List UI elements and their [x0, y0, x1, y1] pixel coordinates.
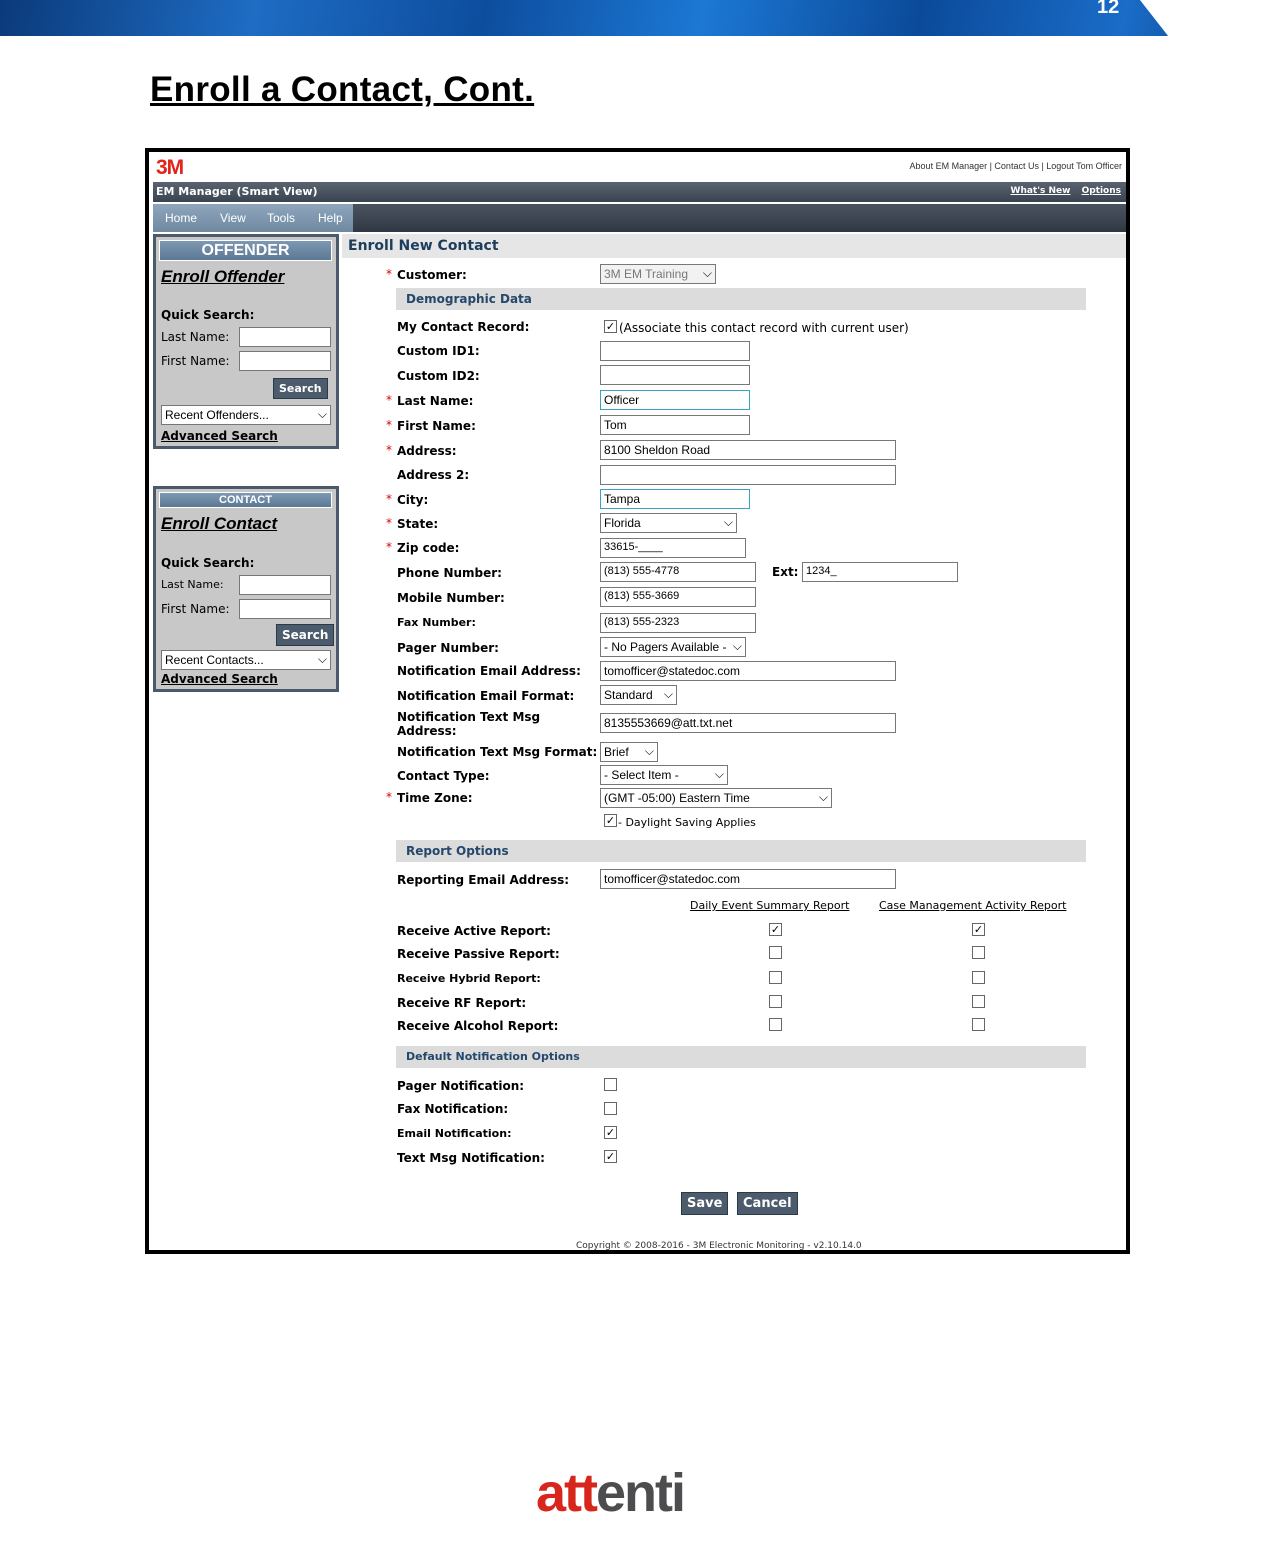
hybrid-daily-checkbox[interactable] — [769, 971, 782, 984]
notification-label: Text Msg Notification: — [397, 1151, 545, 1165]
daily-event-summary-link[interactable]: Daily Event Summary Report — [690, 899, 850, 912]
offender-header: OFFENDER — [159, 240, 332, 261]
offender-search-button[interactable]: Search — [273, 378, 328, 399]
app-title: EM Manager (Smart View) — [156, 185, 318, 198]
notif-email-input[interactable]: tomofficer@statedoc.com — [600, 661, 896, 681]
enroll-offender-link[interactable]: Enroll Offender — [161, 267, 285, 286]
fax-notification-checkbox[interactable] — [604, 1102, 617, 1115]
address-label: Address: — [397, 444, 457, 458]
notif-text-input[interactable]: 8135553669@att.txt.net — [600, 713, 896, 733]
active-daily-checkbox[interactable]: ✓ — [770, 923, 781, 936]
notif-email-format-select[interactable]: Standard ⌵ — [600, 685, 677, 705]
notification-label: Fax Notification: — [397, 1102, 509, 1116]
notification-section-header: Default Notification Options — [396, 1046, 1086, 1068]
my-contact-text: (Associate this contact record with current user) — [619, 321, 909, 335]
chevron-down-icon: ⌵ — [818, 790, 828, 804]
email-notification-checkbox[interactable]: ✓ — [605, 1126, 616, 1139]
city-input[interactable]: Tampa — [600, 489, 750, 509]
rf-daily-checkbox[interactable] — [769, 995, 782, 1008]
customer-label: Customer: — [397, 268, 467, 282]
contact-first-name-input[interactable] — [239, 599, 331, 619]
report-section-header: Report Options — [396, 840, 1086, 862]
chevron-down-icon: ⌵ — [317, 407, 327, 421]
offender-quick-search-label: Quick Search: — [161, 308, 255, 322]
contact-header: CONTACT — [159, 492, 332, 508]
dst-checkbox[interactable]: ✓ — [605, 814, 616, 827]
notif-text-format-label: Notification Text Msg Format: — [397, 745, 598, 759]
last-name-input[interactable]: Officer — [600, 390, 750, 410]
top-links[interactable]: About EM Manager | Contact Us | Logout Tom Officer — [909, 161, 1122, 171]
notif-email-format-label: Notification Email Format: — [397, 689, 575, 703]
reporting-email-input[interactable]: tomofficer@statedoc.com — [600, 869, 896, 889]
required-mark: * — [386, 393, 392, 407]
copyright: Copyright © 2008-2016 - 3M Electronic Monitoring - v2.10.14.0 — [576, 1241, 862, 1251]
dst-text: - Daylight Saving Applies — [618, 816, 756, 829]
time-zone-select[interactable]: (GMT -05:00) Eastern Time ⌵ — [600, 788, 832, 808]
chevron-down-icon: ⌵ — [317, 652, 327, 666]
contact-last-name-label: Last Name: — [161, 578, 224, 591]
custom-id1-label: Custom ID1: — [397, 344, 480, 358]
ext-label: Ext: — [772, 565, 799, 579]
alcohol-daily-checkbox[interactable] — [769, 1018, 782, 1031]
recent-offenders-select[interactable]: Recent Offenders... ⌵ — [161, 405, 331, 425]
city-label: City: — [397, 493, 429, 507]
address-input[interactable]: 8100 Sheldon Road — [600, 440, 896, 460]
address2-label: Address 2: — [397, 468, 470, 482]
alcohol-case-checkbox[interactable] — [972, 1018, 985, 1031]
chevron-down-icon: ⌵ — [702, 266, 712, 280]
address2-input[interactable] — [600, 465, 896, 485]
offender-first-name-label: First Name: — [161, 354, 230, 368]
menu-bar — [153, 204, 1126, 232]
options-link[interactable]: Options — [1081, 186, 1121, 196]
rf-case-checkbox[interactable] — [972, 995, 985, 1008]
customer-select[interactable]: 3M EM Training ⌵ — [600, 264, 716, 284]
first-name-label: First Name: — [397, 419, 476, 433]
phone-input[interactable]: (813) 555-4778 — [600, 562, 756, 582]
chevron-down-icon: ⌵ — [663, 687, 673, 701]
required-mark: * — [386, 540, 392, 554]
save-button[interactable]: Save — [681, 1192, 728, 1215]
case-management-activity-link[interactable]: Case Management Activity Report — [879, 899, 1067, 912]
required-mark: * — [386, 443, 392, 457]
app-screenshot — [145, 148, 1130, 1254]
report-row-label: Receive RF Report: — [397, 996, 527, 1010]
chevron-down-icon: ⌵ — [714, 767, 724, 781]
active-case-checkbox[interactable]: ✓ — [973, 923, 984, 936]
required-mark: * — [386, 267, 392, 281]
text-msg-notification-checkbox[interactable]: ✓ — [605, 1150, 616, 1163]
state-label: State: — [397, 517, 439, 531]
required-mark: * — [386, 492, 392, 506]
chevron-down-icon: ⌵ — [644, 744, 654, 758]
first-name-input[interactable]: Tom — [600, 415, 750, 435]
3m-logo: 3M — [156, 156, 184, 179]
notif-text-label-line2: Address: — [397, 724, 457, 738]
header-banner — [0, 0, 1275, 36]
fax-label: Fax Number: — [397, 616, 476, 629]
pager-label: Pager Number: — [397, 641, 499, 655]
hybrid-case-checkbox[interactable] — [972, 971, 985, 984]
my-contact-checkbox[interactable]: ✓ — [605, 320, 616, 333]
contact-advanced-search-link[interactable]: Advanced Search — [161, 672, 278, 686]
page-title: Enroll a Contact, Cont. — [150, 70, 535, 109]
state-select[interactable]: Florida ⌵ — [600, 513, 737, 533]
offender-panel — [153, 234, 339, 449]
offender-advanced-search-link[interactable]: Advanced Search — [161, 429, 278, 443]
required-mark: * — [386, 418, 392, 432]
custom-id2-label: Custom ID2: — [397, 369, 480, 383]
reporting-email-label: Reporting Email Address: — [397, 873, 570, 887]
pager-notification-checkbox[interactable] — [604, 1078, 617, 1091]
cancel-button[interactable]: Cancel — [737, 1192, 798, 1215]
time-zone-label: Time Zone: — [397, 791, 473, 805]
my-contact-label: My Contact Record: — [397, 320, 530, 334]
demographic-section-header: Demographic Data — [396, 288, 1086, 310]
report-row-label: Receive Passive Report: — [397, 947, 560, 961]
form-title: Enroll New Contact — [342, 234, 1126, 258]
contact-first-name-label: First Name: — [161, 602, 230, 616]
required-mark: * — [386, 790, 392, 804]
notif-email-label: Notification Email Address: — [397, 664, 581, 678]
menu-help[interactable]: Help — [318, 211, 343, 225]
page-number: 12 — [1097, 0, 1120, 18]
contact-quick-search-label: Quick Search: — [161, 556, 255, 570]
report-row-label: Receive Alcohol Report: — [397, 1019, 559, 1033]
report-row-label: Receive Hybrid Report: — [397, 972, 541, 985]
mobile-label: Mobile Number: — [397, 591, 505, 605]
last-name-label: Last Name: — [397, 394, 474, 408]
passive-case-checkbox[interactable] — [972, 946, 985, 959]
menu-view[interactable]: View — [220, 211, 246, 225]
whats-new-link[interactable]: What's New — [1010, 186, 1071, 196]
zip-label: Zip code: — [397, 541, 460, 555]
recent-contacts-select[interactable]: Recent Contacts... ⌵ — [161, 650, 331, 670]
notif-text-label-line1: Notification Text Msg — [397, 710, 541, 724]
custom-id1-input[interactable] — [600, 341, 750, 361]
contact-panel — [153, 486, 339, 692]
mobile-input[interactable]: (813) 555-3669 — [600, 587, 756, 607]
phone-label: Phone Number: — [397, 566, 502, 580]
fax-input[interactable]: (813) 555-2323 — [600, 613, 756, 633]
menu-tools[interactable]: Tools — [267, 211, 296, 225]
required-mark: * — [386, 516, 392, 530]
menu-home[interactable]: Home — [165, 211, 198, 225]
ext-input[interactable]: 1234_ — [802, 562, 958, 582]
notification-label: Pager Notification: — [397, 1079, 525, 1093]
contact-last-name-input[interactable] — [239, 575, 331, 595]
notification-label: Email Notification: — [397, 1127, 512, 1140]
attenti-logo: attenti — [536, 1463, 685, 1523]
enroll-contact-link[interactable]: Enroll Contact — [161, 514, 278, 533]
zip-input[interactable]: 33615-____ — [600, 538, 746, 558]
chevron-down-icon: ⌵ — [732, 639, 742, 653]
passive-daily-checkbox[interactable] — [769, 946, 782, 959]
report-row-label: Receive Active Report: — [397, 924, 551, 938]
contact-type-label: Contact Type: — [397, 769, 490, 783]
contact-type-select[interactable]: - Select Item - ⌵ — [600, 765, 728, 785]
pager-select[interactable]: - No Pagers Available - ⌵ — [600, 637, 746, 657]
offender-first-name-input[interactable] — [239, 351, 331, 371]
offender-last-name-input[interactable] — [239, 327, 331, 347]
notif-text-format-select[interactable]: Brief ⌵ — [600, 742, 658, 762]
app-title-bar — [153, 182, 1126, 202]
chevron-down-icon: ⌵ — [723, 515, 733, 529]
custom-id2-input[interactable] — [600, 365, 750, 385]
offender-last-name-label: Last Name: — [161, 330, 230, 344]
contact-search-button[interactable]: Search — [276, 624, 334, 646]
